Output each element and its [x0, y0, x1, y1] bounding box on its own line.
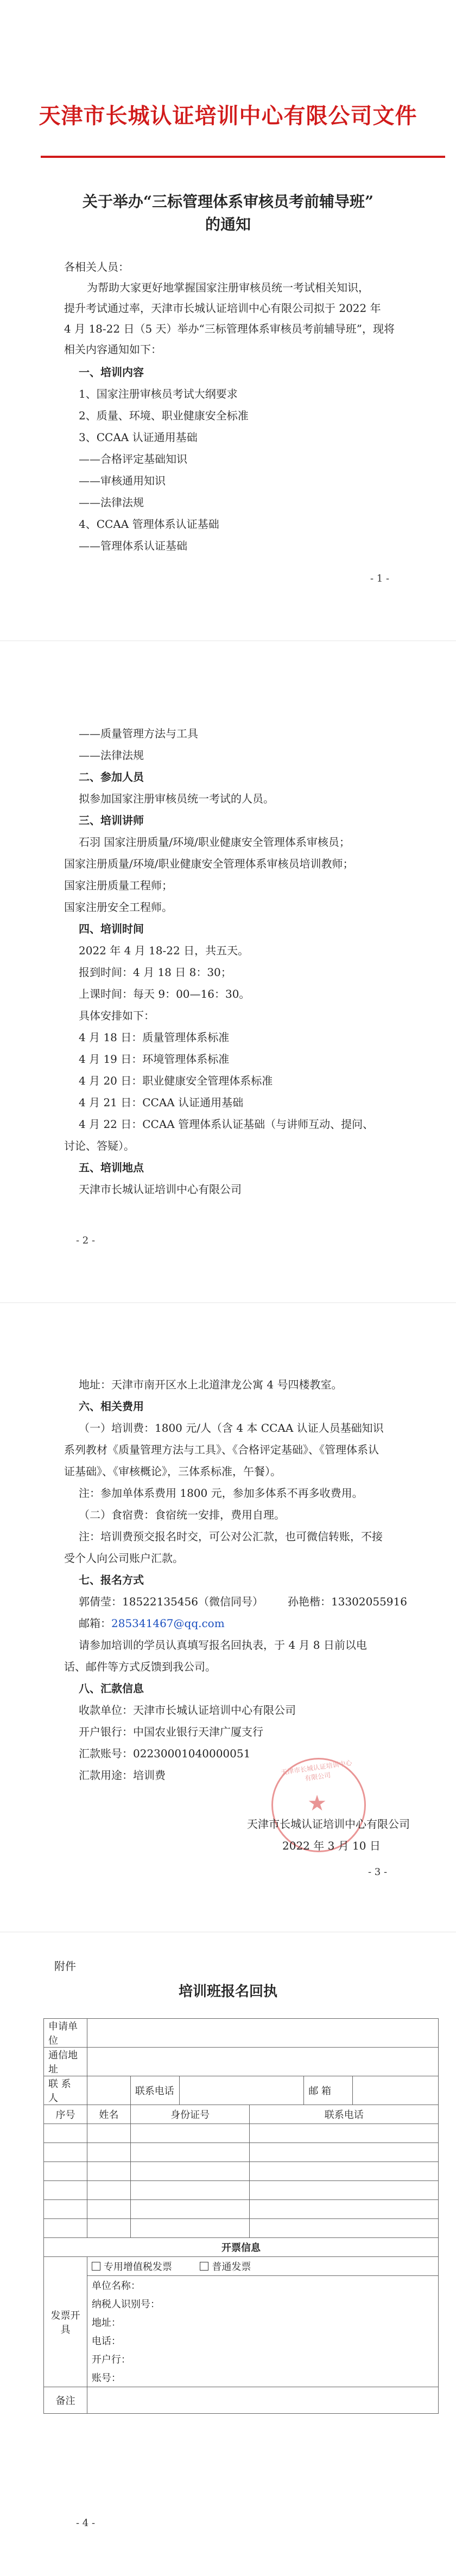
id-header: 身份证号 [130, 2105, 250, 2124]
table-row [44, 2143, 439, 2162]
lecturer-line: 石羽 国家注册质量/环境/职业健康安全管理体系审核员； [79, 836, 350, 849]
schedule-line: 报到时间：4 月 18 日 8：30； [79, 966, 232, 979]
unit-label: 申请单位 [44, 2019, 87, 2048]
address-line: 地址：天津市南开区水上北道津龙公寓 4 号四楼教室。 [79, 1378, 343, 1391]
invoice-type-row [87, 2257, 438, 2276]
schedule-line: 具体安排如下： [79, 1009, 155, 1022]
signature-org: 天津市长城认证培训中心有限公司 [247, 1818, 410, 1831]
bank-line: 汇款账号：02230001040000051 [79, 1747, 251, 1760]
intro-line: 提升考试通过率，天津市长城认证培训中心有限公司拟于 2022 年 [64, 302, 381, 315]
table-row [44, 2124, 439, 2143]
signature-date: 2022 年 3 月 10 日 [282, 1839, 381, 1852]
fee-line: 注：参加单体系费用 1800 元，参加多体系不再多收费用。 [79, 1487, 363, 1500]
schedule-line: 4 月 20 日：职业健康安全管理体系标准 [79, 1074, 273, 1087]
remark-label: 备注 [44, 2387, 87, 2414]
page-number: - 2 - [76, 1235, 96, 1246]
section-heading: 一、培训内容 [79, 366, 144, 379]
list-item: ——合格评定基础知识 [79, 452, 187, 466]
schedule-line: 4 月 22 日：CCAA 管理体系认证基础（与讲师互动、提问、 [79, 1118, 374, 1131]
fee-line: 注：培训费预交报名时交，可公对公汇款，也可微信转账，不接 [79, 1530, 383, 1543]
list-item: ——法律法规 [79, 749, 144, 762]
unit-name-field[interactable]: 单位名称： [87, 2276, 438, 2295]
invoice-label: 发票开具 [44, 2257, 87, 2387]
cell-header: 联系电话 [250, 2105, 439, 2124]
page-number: - 3 - [368, 1866, 388, 1878]
table-row [44, 2219, 439, 2238]
unit-field[interactable] [87, 2019, 438, 2048]
normal-invoice-checkbox[interactable] [200, 2262, 208, 2271]
contact1-label: 郭倩莹： [79, 1595, 122, 1608]
invoice-bank-field[interactable]: 开户行： [87, 2350, 438, 2368]
form-title: 培训班报名回执 [178, 1984, 277, 2000]
schedule-line: 2022 年 4 月 18-22 日，共五天。 [79, 944, 249, 957]
remark-field[interactable] [87, 2387, 438, 2414]
fee-line: 受个人向公司账户汇款。 [64, 1552, 183, 1565]
table-row [44, 2181, 439, 2200]
table-row [44, 2200, 439, 2219]
intro-line: 相关内容通知如下： [64, 343, 162, 356]
contact2-label: 孙艳楷： [288, 1595, 331, 1608]
contact-row [288, 1594, 407, 1609]
section-heading: 二、参加人员 [79, 770, 144, 783]
section-heading: 三、培训讲师 [79, 814, 144, 827]
name-header: 姓名 [87, 2105, 130, 2124]
page-number: - 1 - [370, 573, 390, 584]
special-invoice-label: 专用增值税发票 [103, 2261, 172, 2273]
page-divider [0, 1302, 456, 1303]
register-line: 话、邮件等方式反馈到我公司。 [64, 1660, 216, 1673]
invoice-header: 开票信息 [44, 2238, 439, 2257]
section-heading: 四、培训时间 [79, 922, 144, 935]
address-label: 通信地址 [44, 2048, 87, 2076]
section-heading: 六、相关费用 [79, 1400, 144, 1413]
fee-line: （一）培训费：1800 元/人（含 4 本 CCAA 认证人员基础知识 [79, 1421, 384, 1434]
list-item: 2、质量、环境、职业健康安全标准 [79, 409, 249, 422]
section-heading: 五、培训地点 [79, 1161, 144, 1174]
seq-header: 序号 [44, 2105, 87, 2124]
phone-field[interactable] [179, 2076, 304, 2105]
bank-line: 开户银行：中国农业银行天津广厦支行 [79, 1725, 263, 1738]
header-red-rule [41, 156, 445, 158]
contact-field[interactable] [87, 2076, 130, 2105]
intro-line: 为帮助大家更好地掌握国家注册审核员统一考试相关知识， [87, 281, 369, 294]
schedule-line: 4 月 18 日：质量管理体系标准 [79, 1031, 230, 1044]
section-heading: 八、汇款信息 [79, 1682, 144, 1695]
lecturer-line: 国家注册质量工程师； [64, 879, 173, 892]
schedule-line: 4 月 21 日：CCAA 认证通用基础 [79, 1096, 244, 1109]
paragraph: 天津市长城认证培训中心有限公司 [79, 1183, 242, 1196]
seal-star-icon: ★ [307, 1791, 327, 1816]
register-line: 请参加培训的学员认真填写报名回执表，于 4 月 8 日前以电 [79, 1638, 367, 1652]
lecturer-line: 国家注册安全工程师。 [64, 901, 173, 914]
email-label-cell: 邮 箱 [304, 2076, 353, 2105]
notice-title-line2: 的通知 [205, 215, 251, 233]
bank-line: 汇款用途：培训费 [79, 1769, 166, 1782]
seal-text: 天津市长城认证培训中心有限公司 [280, 1758, 353, 1783]
notice-title-line1: 关于举办“三标管理体系审核员考前辅导班” [82, 193, 374, 211]
tax-id-field[interactable]: 纳税人识别号： [87, 2294, 438, 2313]
salutation: 各相关人员： [64, 260, 129, 273]
invoice-account-field[interactable]: 账号： [87, 2368, 438, 2387]
registration-form [43, 2018, 439, 2414]
fee-line: （二）食宿费：食宿统一安排，费用自理。 [79, 1508, 285, 1521]
fee-line: 系列教材《质量管理方法与工具》、《合格评定基础》、《管理体系认 [64, 1443, 379, 1456]
list-item: ——法律法规 [79, 496, 144, 509]
list-item: ——质量管理方法与工具 [79, 727, 198, 740]
lecturer-line: 国家注册质量/环境/职业健康安全管理体系审核员培训教师； [64, 857, 354, 870]
contact-row [79, 1594, 263, 1609]
document-header-title: 天津市长城认证培训中心有限公司文件 [39, 103, 417, 129]
phone-label: 联系电话 [130, 2076, 179, 2105]
intro-line: 4 月 18-22 日（5 天）举办“三标管理体系审核员考前辅导班”，现将 [64, 322, 395, 335]
list-item: 3、CCAA 认证通用基础 [79, 431, 198, 444]
fee-line: 证基础》、《审核概论》，三体系标准，午餐）。 [64, 1465, 281, 1478]
paragraph: 拟参加国家注册审核员统一考试的人员。 [79, 792, 274, 805]
section-heading: 七、报名方式 [79, 1573, 144, 1586]
email-label: 邮箱： [79, 1617, 111, 1630]
bank-line: 收款单位：天津市长城认证培训中心有限公司 [79, 1704, 296, 1717]
schedule-line: 讨论、答疑）。 [64, 1139, 135, 1152]
email-field[interactable] [353, 2076, 439, 2105]
page-divider [0, 640, 456, 641]
schedule-line: 上课时间：每天 9：00—16：30。 [79, 987, 250, 1000]
special-invoice-checkbox[interactable] [92, 2262, 100, 2271]
list-item: ——审核通用知识 [79, 474, 166, 487]
invoice-phone-field[interactable]: 电话： [87, 2331, 438, 2350]
email-link[interactable]: 285341467@qq.com [111, 1617, 225, 1630]
table-row [44, 2162, 439, 2181]
address-field[interactable] [87, 2048, 438, 2076]
invoice-address-field[interactable]: 地址： [87, 2313, 438, 2331]
normal-invoice-label: 普通发票 [212, 2261, 251, 2273]
list-item: ——管理体系认证基础 [79, 539, 187, 552]
page-number: - 4 - [76, 2517, 96, 2529]
contact2-phone: 13302055916 [331, 1595, 407, 1608]
email-row [79, 1616, 225, 1631]
list-item: 4、CCAA 管理体系认证基础 [79, 518, 219, 531]
list-item: 1、国家注册审核员考试大纲要求 [79, 387, 238, 400]
page-divider [0, 1931, 456, 1933]
contact1-phone: 18522135456（微信同号） [122, 1595, 263, 1608]
contact-label: 联 系 人 [44, 2076, 87, 2105]
attachment-label: 附件 [54, 1960, 76, 1973]
schedule-line: 4 月 19 日：环境管理体系标准 [79, 1053, 230, 1066]
